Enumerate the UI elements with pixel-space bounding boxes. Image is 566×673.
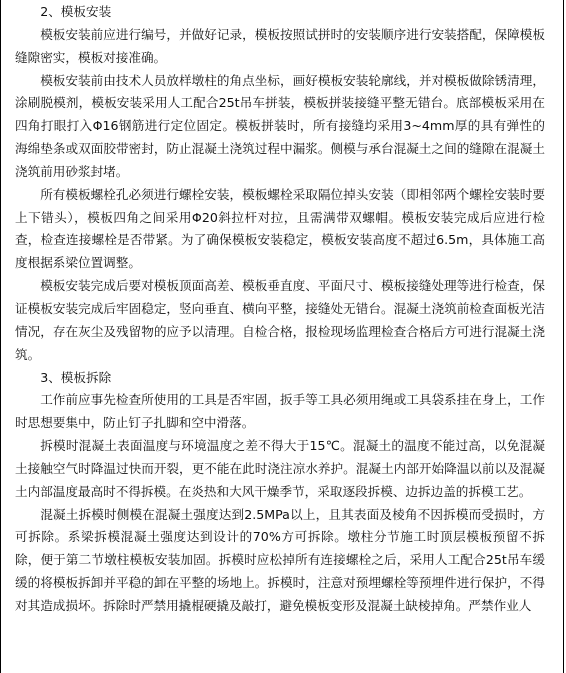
paragraph: 模板安装前由技术人员放样墩柱的角点坐标，画好模板安装轮廓线，并对模板做除锈清理，涂刷脱模剂，模板安装采用人工配合25t吊车拼装，模板拼装接缝平整无错台。底部模板采用在四角打眼打入Φ16钢筋进行定位固定。模板拼装时，所有接缝均采用3~4mm厚的具有弹性的海绵垫条或双面胶带密封，防止混凝土浇筑过程中漏浆。侧模与承台混凝土之间的缝隙在混凝土浇筑前用砂浆封堵。 [15, 72, 545, 179]
paragraph: 拆模时混凝土表面温度与环境温度之差不得大于15℃。混凝土的温度不能过高，以免混凝土接触空气时降温过快而开裂，更不能在此时浇注凉水养护。混凝土内部开始降温以前以及混凝土内部温度最高时不得拆模。在炎热和大风干燥季节，采取逐段拆模、边拆边盖的拆模工艺。 [15, 438, 545, 499]
document-body [15, 1, 545, 618]
paragraph: 所有模板螺栓孔必须进行螺栓安装，模板螺栓采取隔位掉头安装（即相邻两个螺栓安装时要上下错头），模板四角之间采用Φ20斜拉杆对拉，且需满带双螺帽。模板安装完成后应进行检查，检查连接螺栓是否带紧。为了确保模板安装稳定，模板安装高度不超过6.5m，具体施工高度根据系梁位置调整。 [15, 186, 545, 271]
paragraph: 模板安装前应进行编号，并做好记录，模板按照试拼时的安装顺序进行安装搭配，保障模板缝隙密实，模板对接准确。 [15, 26, 545, 65]
section-heading-template-install: 2、模板安装 [40, 4, 112, 19]
paragraph: 模板安装完成后要对模板顶面高差、模板垂直度、平面尺寸、模板接缝处理等进行检查，保证模板安装完成后牢固稳定，竖向垂直、横向平整，接缝处无错台。混凝土浇筑前检查面板光洁情况，存在灰尘及残留物的应予以清理。自检合格，报检现场监理检查合格后方可进行混凝土浇筑。 [15, 278, 545, 362]
section-heading-template-removal: 3、模板拆除 [40, 369, 112, 385]
paragraph: 混凝土拆模时侧模在混凝土强度达到2.5MPa以上，且其表面及棱角不因拆模而受损时，方可拆除。系梁拆模混凝土强度达到设计的70%方可拆除。墩柱分节施工时顶层模板预留不拆除，便于第二节墩柱模板安装加固。拆模时应松掉所有连接螺栓之后，采用人工配合25t吊车缓缓的将模板拆卸并平稳的卸在平整的场地上。拆模时，注意对预埋螺栓等预埋件进行保护，不得对其造成损坏。拆除时严禁用撬棍硬撬及敲打，避免模板变形及混凝土缺棱掉角。严禁作业人 [15, 506, 545, 613]
paragraph: 工作前应事先检查所使用的工具是否牢固，扳手等工具必须用绳或工具袋系挂在身上，工作时思想要集中，防止钉子扎脚和空中滑落。 [15, 392, 545, 431]
